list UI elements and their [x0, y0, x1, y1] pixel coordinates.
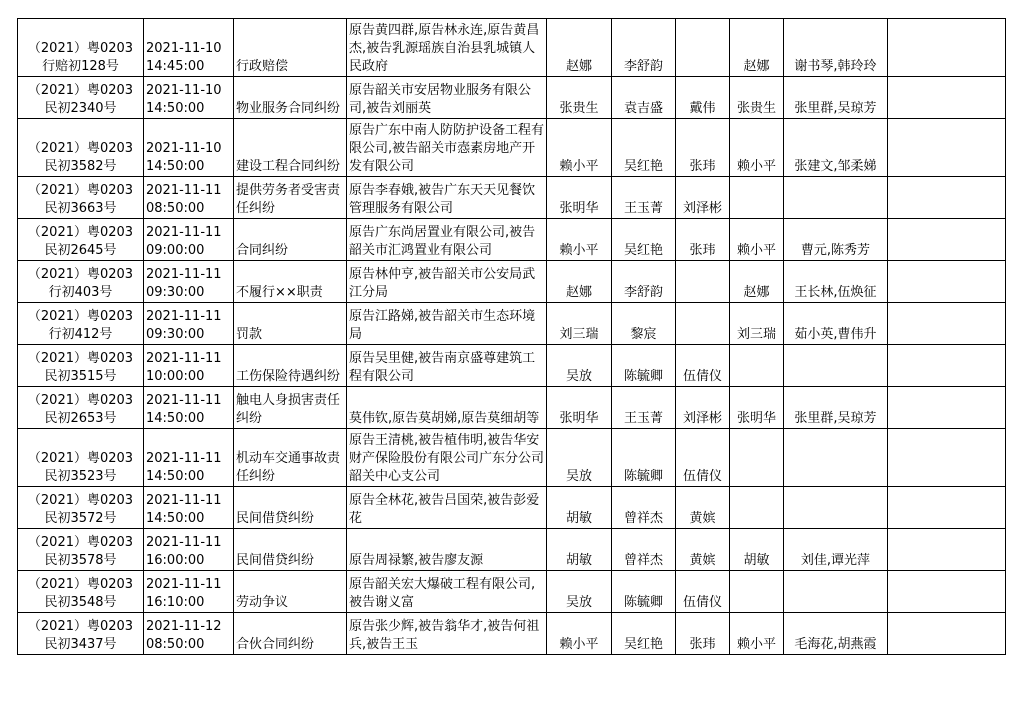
others-cell: 张里群,吴琼芳	[784, 77, 888, 119]
case-line: （2021）粤0203	[27, 451, 134, 466]
judge-cell: 吴放	[547, 571, 612, 613]
case-line: 民初2340号	[44, 101, 117, 116]
hearing-time-cell	[144, 219, 234, 261]
member2-cell: 戴伟	[676, 77, 730, 119]
hearing-time-cell	[144, 177, 234, 219]
member1-cell: 黎宸	[612, 303, 676, 345]
parties-cell: 原告黄四群,原告林永连,原告黄昌杰,被告乳源瑶族自治县乳城镇人民政府	[347, 19, 547, 77]
time-line: 2021-11-11	[146, 577, 222, 592]
table-row	[18, 613, 1006, 655]
time-line: 2021-11-11	[146, 535, 222, 550]
case-number-cell	[18, 19, 144, 77]
case-cause-cell: 行政赔偿	[234, 19, 347, 77]
table-row	[18, 261, 1006, 303]
time-line: 2021-11-10	[146, 41, 222, 56]
others-cell	[784, 345, 888, 387]
time-line: 09:00:00	[146, 243, 205, 258]
time-line: 2021-11-11	[146, 393, 222, 408]
presiding-cell: 赖小平	[730, 219, 784, 261]
member1-cell: 王玉菁	[612, 387, 676, 429]
case-number-cell	[18, 613, 144, 655]
parties-cell: 原告全林花,被告吕国荣,被告彭爱花	[347, 487, 547, 529]
case-line: （2021）粤0203	[27, 41, 134, 56]
table-row	[18, 529, 1006, 571]
time-line: 2021-11-11	[146, 225, 222, 240]
case-line: （2021）粤0203	[27, 393, 134, 408]
case-line: 民初2645号	[44, 243, 117, 258]
case-cause-cell: 民间借贷纠纷	[234, 529, 347, 571]
table-row	[18, 487, 1006, 529]
member1-cell: 陈毓卿	[612, 345, 676, 387]
parties-cell: 原告王清桃,被告植伟明,被告华安财产保险股份有限公司广东分公司韶关中心支公司	[347, 429, 547, 487]
judge-cell: 张明华	[547, 177, 612, 219]
case-line: 行初412号	[48, 327, 113, 342]
others-cell: 刘佳,谭光萍	[784, 529, 888, 571]
member2-cell: 张玮	[676, 613, 730, 655]
case-number-cell	[18, 529, 144, 571]
case-line: 民初3578号	[44, 553, 117, 568]
time-line: 10:00:00	[146, 369, 205, 384]
case-line: （2021）粤0203	[27, 309, 134, 324]
case-cause-cell: 提供劳务者受害责任纠纷	[234, 177, 347, 219]
table-row	[18, 387, 1006, 429]
judge-cell: 赵娜	[547, 19, 612, 77]
member1-cell: 曾祥杰	[612, 487, 676, 529]
time-line: 2021-11-11	[146, 267, 222, 282]
time-line: 2021-11-11	[146, 183, 222, 198]
parties-cell: 原告广东尚居置业有限公司,被告韶关市汇鸿置业有限公司	[347, 219, 547, 261]
case-line: （2021）粤0203	[27, 619, 134, 634]
time-line: 2021-11-11	[146, 493, 222, 508]
presiding-cell: 张明华	[730, 387, 784, 429]
presiding-cell: 刘三瑞	[730, 303, 784, 345]
case-number-cell	[18, 177, 144, 219]
member1-cell: 袁吉盛	[612, 77, 676, 119]
table-body	[18, 19, 1006, 655]
blank-cell	[888, 119, 1006, 177]
table-row	[18, 345, 1006, 387]
case-number-cell	[18, 571, 144, 613]
others-cell	[784, 571, 888, 613]
parties-cell: 原告李春娥,被告广东天天见餐饮管理服务有限公司	[347, 177, 547, 219]
case-line: 民初3548号	[44, 595, 117, 610]
blank-cell	[888, 429, 1006, 487]
member2-cell	[676, 19, 730, 77]
others-cell	[784, 177, 888, 219]
case-cause-cell: 合伙合同纠纷	[234, 613, 347, 655]
case-number-cell	[18, 119, 144, 177]
others-cell: 曹元,陈秀芳	[784, 219, 888, 261]
member2-cell: 黄嫔	[676, 487, 730, 529]
time-line: 14:45:00	[146, 59, 205, 74]
hearing-time-cell	[144, 303, 234, 345]
table-row	[18, 429, 1006, 487]
presiding-cell	[730, 487, 784, 529]
blank-cell	[888, 613, 1006, 655]
case-number-cell	[18, 303, 144, 345]
blank-cell	[888, 19, 1006, 77]
hearing-time-cell	[144, 487, 234, 529]
hearing-time-cell	[144, 119, 234, 177]
member1-cell: 吴红艳	[612, 613, 676, 655]
blank-cell	[888, 387, 1006, 429]
member2-cell: 伍倩仪	[676, 345, 730, 387]
case-line: 行赔初128号	[42, 59, 119, 74]
parties-cell: 原告韶关市安居物业服务有限公司,被告刘丽英	[347, 77, 547, 119]
time-line: 2021-11-10	[146, 141, 222, 156]
blank-cell	[888, 219, 1006, 261]
table-row	[18, 77, 1006, 119]
member2-cell: 伍倩仪	[676, 571, 730, 613]
case-line: （2021）粤0203	[27, 535, 134, 550]
member1-cell: 陈毓卿	[612, 429, 676, 487]
others-cell: 茹小英,曹伟升	[784, 303, 888, 345]
presiding-cell: 赵娜	[730, 19, 784, 77]
table-row	[18, 119, 1006, 177]
presiding-cell: 赵娜	[730, 261, 784, 303]
judge-cell: 赖小平	[547, 613, 612, 655]
time-line: 14:50:00	[146, 159, 205, 174]
blank-cell	[888, 177, 1006, 219]
presiding-cell	[730, 345, 784, 387]
member1-cell: 李舒韵	[612, 261, 676, 303]
case-number-cell	[18, 487, 144, 529]
member1-cell: 李舒韵	[612, 19, 676, 77]
time-line: 16:00:00	[146, 553, 205, 568]
hearing-schedule-table	[17, 18, 1006, 655]
hearing-time-cell	[144, 19, 234, 77]
case-line: （2021）粤0203	[27, 493, 134, 508]
time-line: 2021-11-11	[146, 451, 222, 466]
blank-cell	[888, 77, 1006, 119]
case-line: （2021）粤0203	[27, 351, 134, 366]
blank-cell	[888, 261, 1006, 303]
parties-cell: 原告张少辉,被告翁华才,被告何祖兵,被告王玉	[347, 613, 547, 655]
time-line: 2021-11-12	[146, 619, 222, 634]
judge-cell: 赵娜	[547, 261, 612, 303]
hearing-time-cell	[144, 387, 234, 429]
case-line: 行初403号	[48, 285, 113, 300]
others-cell: 张建文,邹柔娣	[784, 119, 888, 177]
case-line: （2021）粤0203	[27, 225, 134, 240]
judge-cell: 胡敏	[547, 529, 612, 571]
time-line: 14:50:00	[146, 101, 205, 116]
case-cause-cell: 合同纠纷	[234, 219, 347, 261]
presiding-cell	[730, 177, 784, 219]
member2-cell: 刘泽彬	[676, 177, 730, 219]
case-cause-cell: 触电人身损害责任纠纷	[234, 387, 347, 429]
case-line: 民初3582号	[44, 159, 117, 174]
blank-cell	[888, 529, 1006, 571]
parties-cell: 原告周禄繁,被告廖友源	[347, 529, 547, 571]
presiding-cell	[730, 429, 784, 487]
judge-cell: 赖小平	[547, 219, 612, 261]
case-line: 民初3663号	[44, 201, 117, 216]
judge-cell: 张明华	[547, 387, 612, 429]
member1-cell: 陈毓卿	[612, 571, 676, 613]
parties-cell: 原告吴里健,被告南京盛尊建筑工程有限公司	[347, 345, 547, 387]
presiding-cell: 张贵生	[730, 77, 784, 119]
case-number-cell	[18, 77, 144, 119]
member1-cell: 吴红艳	[612, 219, 676, 261]
case-number-cell	[18, 261, 144, 303]
parties-cell: 原告韶关宏大爆破工程有限公司,被告谢义富	[347, 571, 547, 613]
case-number-cell	[18, 345, 144, 387]
case-cause-cell: 不履行××职责	[234, 261, 347, 303]
case-line: 民初3572号	[44, 511, 117, 526]
time-line: 16:10:00	[146, 595, 205, 610]
case-line: （2021）粤0203	[27, 183, 134, 198]
time-line: 08:50:00	[146, 637, 205, 652]
case-line: （2021）粤0203	[27, 577, 134, 592]
time-line: 14:50:00	[146, 511, 205, 526]
others-cell: 张里群,吴琼芳	[784, 387, 888, 429]
case-cause-cell: 机动车交通事故责任纠纷	[234, 429, 347, 487]
presiding-cell: 赖小平	[730, 613, 784, 655]
hearing-time-cell	[144, 429, 234, 487]
member2-cell: 伍倩仪	[676, 429, 730, 487]
member1-cell: 吴红艳	[612, 119, 676, 177]
case-cause-cell: 工伤保险待遇纠纷	[234, 345, 347, 387]
parties-cell: 原告江路娣,被告韶关市生态环境局	[347, 303, 547, 345]
case-cause-cell: 物业服务合同纠纷	[234, 77, 347, 119]
parties-cell: 莫伟钦,原告莫胡娣,原告莫细胡等	[347, 387, 547, 429]
presiding-cell: 赖小平	[730, 119, 784, 177]
time-line: 08:50:00	[146, 201, 205, 216]
table-row	[18, 303, 1006, 345]
case-line: （2021）粤0203	[27, 267, 134, 282]
table-row	[18, 571, 1006, 613]
member1-cell: 王玉菁	[612, 177, 676, 219]
member2-cell	[676, 303, 730, 345]
case-line: 民初3515号	[44, 369, 117, 384]
case-line: 民初3523号	[44, 469, 117, 484]
blank-cell	[888, 487, 1006, 529]
presiding-cell	[730, 571, 784, 613]
time-line: 2021-11-11	[146, 351, 222, 366]
table-row	[18, 219, 1006, 261]
member1-cell: 曾祥杰	[612, 529, 676, 571]
judge-cell: 刘三瑞	[547, 303, 612, 345]
time-line: 2021-11-10	[146, 83, 222, 98]
case-line: 民初2653号	[44, 411, 117, 426]
others-cell	[784, 487, 888, 529]
others-cell: 谢书琴,韩玲玲	[784, 19, 888, 77]
case-cause-cell: 罚款	[234, 303, 347, 345]
hearing-time-cell	[144, 613, 234, 655]
case-cause-cell: 建设工程合同纠纷	[234, 119, 347, 177]
table-row	[18, 19, 1006, 77]
time-line: 14:50:00	[146, 411, 205, 426]
hearing-time-cell	[144, 345, 234, 387]
time-line: 09:30:00	[146, 285, 205, 300]
case-line: （2021）粤0203	[27, 141, 134, 156]
case-number-cell	[18, 387, 144, 429]
judge-cell: 吴放	[547, 345, 612, 387]
case-line: 民初3437号	[44, 637, 117, 652]
hearing-time-cell	[144, 571, 234, 613]
blank-cell	[888, 345, 1006, 387]
case-line: （2021）粤0203	[27, 83, 134, 98]
judge-cell: 胡敏	[547, 487, 612, 529]
parties-cell: 原告广东中南人防防护设备工程有限公司,被告韶关市悫素房地产开发有限公司	[347, 119, 547, 177]
case-cause-cell: 民间借贷纠纷	[234, 487, 347, 529]
table-row	[18, 177, 1006, 219]
hearing-time-cell	[144, 77, 234, 119]
time-line: 14:50:00	[146, 469, 205, 484]
presiding-cell: 胡敏	[730, 529, 784, 571]
blank-cell	[888, 303, 1006, 345]
time-line: 09:30:00	[146, 327, 205, 342]
judge-cell: 张贵生	[547, 77, 612, 119]
member2-cell: 黄嫔	[676, 529, 730, 571]
others-cell	[784, 429, 888, 487]
parties-cell: 原告林仲亨,被告韶关市公安局武江分局	[347, 261, 547, 303]
hearing-time-cell	[144, 261, 234, 303]
judge-cell: 吴放	[547, 429, 612, 487]
member2-cell: 张玮	[676, 119, 730, 177]
judge-cell: 赖小平	[547, 119, 612, 177]
case-number-cell	[18, 429, 144, 487]
case-cause-cell: 劳动争议	[234, 571, 347, 613]
time-line: 2021-11-11	[146, 309, 222, 324]
others-cell: 王长林,伍焕征	[784, 261, 888, 303]
blank-cell	[888, 571, 1006, 613]
member2-cell: 张玮	[676, 219, 730, 261]
member2-cell	[676, 261, 730, 303]
hearing-time-cell	[144, 529, 234, 571]
case-number-cell	[18, 219, 144, 261]
member2-cell: 刘泽彬	[676, 387, 730, 429]
others-cell: 毛海花,胡燕霞	[784, 613, 888, 655]
